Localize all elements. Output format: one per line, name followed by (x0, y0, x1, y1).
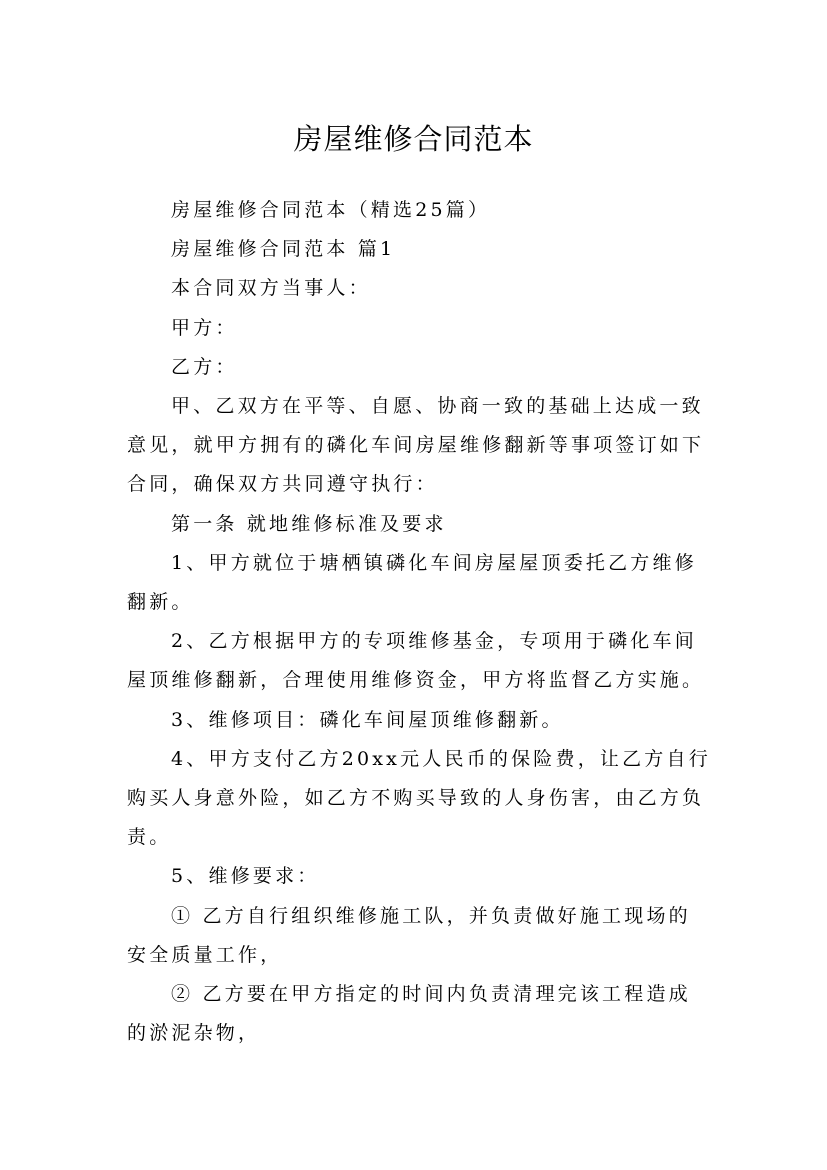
paragraph-subtitle: 房屋维修合同范本（精选25篇） (171, 199, 491, 221)
paragraph-party-b: 乙方： (171, 355, 238, 378)
paragraph-clause-3: 3、维修项目：磷化车间屋顶维修翻新。 (171, 708, 564, 731)
paragraph-clause-2: 2、乙方根据甲方的专项维修基金，专项用于磷化车间屋顶维修翻新，合理使用维修资金，甲方将监督乙方实施。 (127, 630, 705, 692)
paragraph-clause-4: 4、甲方支付乙方20xx元人民币的保险费，让乙方自行购买人身意外险，如乙方不购买导致的人身伤害，由乙方负责。 (127, 747, 711, 849)
paragraph-article-1: 第一条 就地维修标准及要求 (171, 512, 447, 535)
paragraph-requirement-2: ② 乙方要在甲方指定的时间内负责清理完该工程造成的淤泥杂物， (127, 983, 691, 1045)
document-body (127, 191, 711, 1053)
paragraph-clause-5: 5、维修要求： (171, 865, 320, 888)
paragraph-section-heading: 房屋维修合同范本 篇1 (171, 238, 396, 261)
paragraph-requirement-1: ① 乙方自行组织维修施工队，并负责做好施工现场的安全质量工作， (127, 904, 691, 966)
document-title: 房屋维修合同范本 (293, 122, 534, 157)
paragraph-parties: 本合同双方当事人： (171, 277, 371, 300)
paragraph-preamble: 甲、乙双方在平等、自愿、协商一致的基础上达成一致意见，就甲方拥有的磷化车间房屋维修翻新等事项签订如下合同，确保双方共同遵守执行： (127, 395, 705, 496)
paragraph-clause-1: 1、甲方就位于塘栖镇磷化车间房屋屋顶委托乙方维修翻新。 (127, 551, 697, 614)
paragraph-party-a: 甲方： (171, 316, 238, 339)
